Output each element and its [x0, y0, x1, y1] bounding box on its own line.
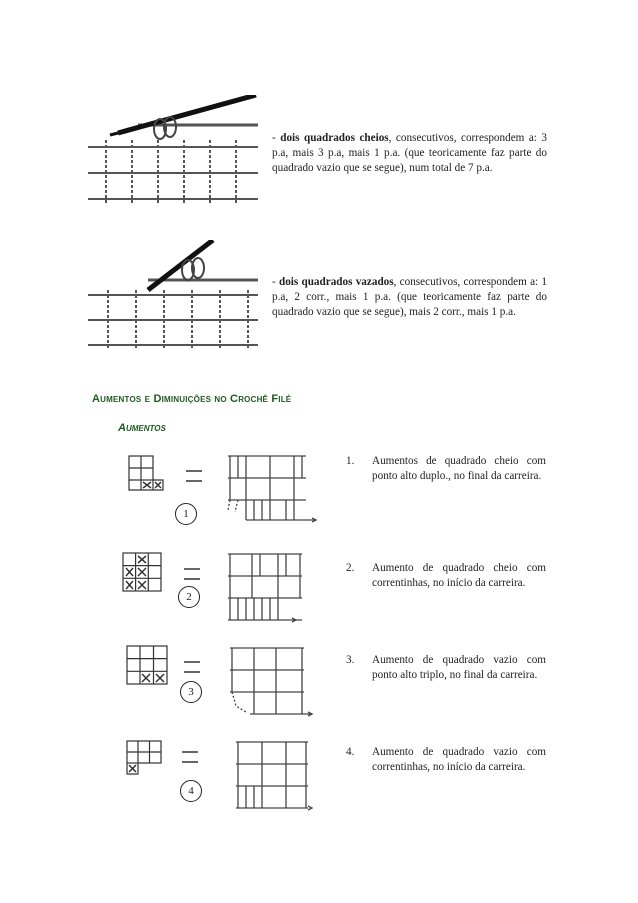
- equals-icon: [184, 568, 200, 580]
- bold-term: dois quadrados vazados: [278, 276, 394, 288]
- equals-icon: [184, 661, 200, 673]
- crochet-illustration-full-squares: [88, 95, 258, 205]
- stitch-chart-1: [226, 452, 318, 539]
- list-text: Aumento de quadrado cheio com correntinhas, no início da carreira.: [372, 562, 546, 589]
- equals-icon: [182, 751, 198, 763]
- filet-grid-symbol: [126, 740, 162, 781]
- paragraph-text: , consecutivos, correspondem a: 3 p.a, mais 3 p.a, mais 1 p.a. (que teoricamente faz parte do quadrado vazio que se segue), num total de 7 p.a.: [272, 132, 547, 174]
- stitch-chart-4: [228, 738, 314, 819]
- list-text: Aumento de quadrado vazio com ponto alto triplo, no final da carreira.: [372, 654, 546, 681]
- step-badge: 3: [180, 681, 202, 703]
- paragraph-text: , consecutivos, correspondem a: 1 p.a, 2 corr., mais 1 p.a. (que teoricamente faz parte do quadrado vazio que se segue), mais 2 corr., mais 1 p.a.: [272, 276, 547, 318]
- paragraph-empty-squares: - dois quadrados vazados, consecutivos, correspondem a: 1 p.a, 2 corr., mais 1 p.a. (que teoricamente faz parte do quadrado vazio que se segue), mais 2 corr., mais 1 p.a.: [272, 276, 547, 318]
- filet-grid-symbol: [126, 645, 168, 690]
- stitch-chart-2: [226, 550, 306, 635]
- subsection-title: Aumentos: [118, 422, 166, 434]
- list-number: 2.: [346, 562, 355, 574]
- list-number: 1.: [346, 455, 355, 467]
- step-badge: 2: [178, 586, 200, 608]
- list-number: 3.: [346, 654, 355, 666]
- bold-term: dois quadrados cheios: [280, 132, 389, 144]
- step-badge: 4: [180, 780, 202, 802]
- filet-grid-symbol: [122, 552, 162, 597]
- stitch-chart-3: [226, 644, 316, 727]
- paragraph-full-squares: - dois quadrados cheios, consecutivos, correspondem a: 3 p.a, mais 3 p.a, mais 1 p.a. (que teoricamente faz parte do quadrado vazio que se segue), num total de 7 p.a.: [272, 132, 547, 174]
- section-title: Aumentos e Diminuições no Crochê Filé: [92, 393, 292, 405]
- list-number: 4.: [346, 746, 355, 758]
- step-badge: 1: [175, 503, 197, 525]
- equals-icon: [186, 470, 202, 482]
- list-text: Aumentos de quadrado cheio com ponto alto duplo., no final da carreira.: [372, 455, 546, 482]
- filet-grid-symbol: [128, 455, 164, 496]
- list-text: Aumento de quadrado vazio com correntinhas, no início da carreira.: [372, 746, 546, 773]
- crochet-illustration-empty-squares: [88, 240, 258, 350]
